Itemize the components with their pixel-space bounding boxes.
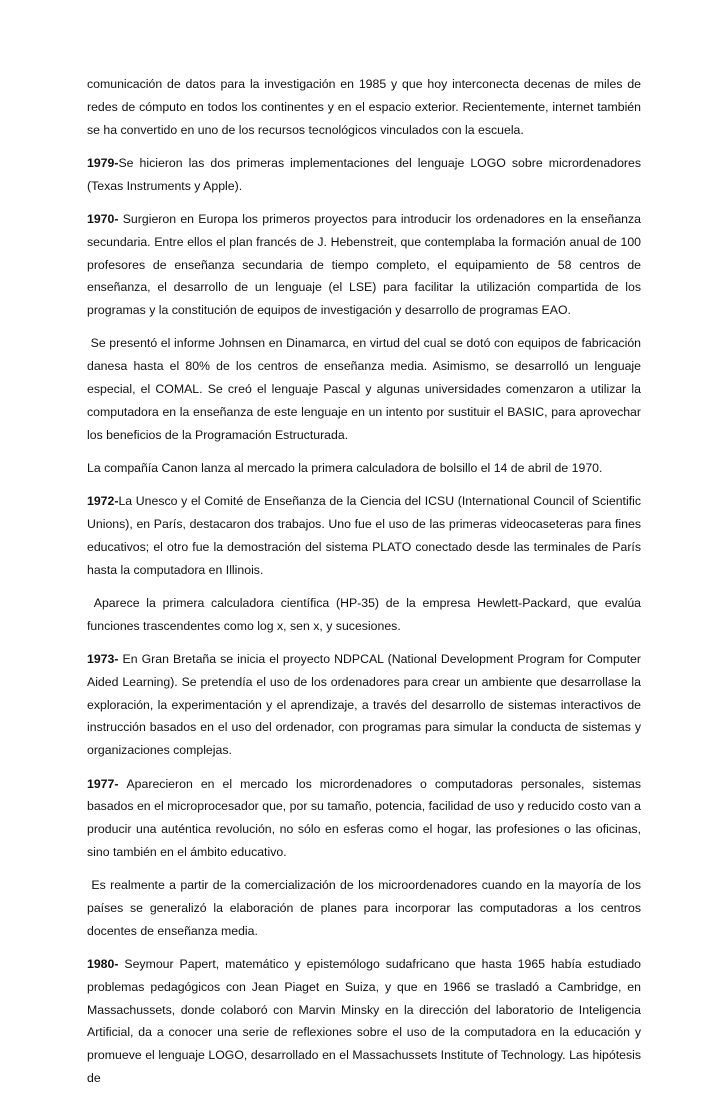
paragraph-1977 (87, 773, 641, 864)
paragraph-year: 1977- (87, 776, 127, 791)
paragraph-canon (87, 457, 641, 480)
paragraph-johnsen-report (87, 332, 641, 446)
paragraph-0 (87, 73, 641, 141)
paragraph-year: 1972- (87, 494, 119, 509)
paragraph-text: Se presentó el informe Johnsen en Dinamarca, en virtud del cual se dotó con equipos de fabricación danesa hasta el 80% de los centros de enseñanza media. Asimismo, se desarrolló un lenguaje especial, el COMAL. Se creó el lenguaje Pascal y algunas universidades comenzaron a utilizar la computadora en la enseñanza de este lenguaje en un intento por sustituir el BASIC, para aprovechar los beneficios de la Programación Estructurada. (87, 336, 641, 442)
paragraph-text: La Unesco y el Comité de Enseñanza de la Ciencia del ICSU (International Council of Scientific Unions), en París, destacaron dos trabajos. Uno fue el uso de las primeras videocaseteras para fines educativos; el otro fue la demostración del sistema PLATO conectado desde las terminales de París hasta la computadora en Illinois. (87, 494, 641, 577)
paragraph-text: Surgieron en Europa los primeros proyectos para introducir los ordenadores en la enseñanza secundaria. Entre ellos el plan francés de J. Hebenstreit, que contemplaba la formación anual de 100 profesores de enseñanza secundaria de tiempo completo, el equipamiento de 58 centros de enseñanza, el desarrollo de un lenguaje (el LSE) para facilitar la utilización compartida de los programas y la constitución de equipos de investigación y desarrollo de programas EAO. (87, 211, 641, 318)
paragraph-1972 (87, 490, 641, 581)
paragraph-text: Se hicieron las dos primeras implementaciones del lenguaje LOGO sobre micrordenadores (Texas Instruments y Apple). (87, 155, 641, 193)
paragraph-microordenadores (87, 874, 641, 942)
paragraph-text: Aparecieron en el mercado los micrordenadores o computadoras personales, sistemas basados en el microprocesador que, por su tamaño, potencia, facilidad de uso y reducido costo van a producir una auténtica revolución, no sólo en esferas como el hogar, las profesiones o las oficinas, sino también en el ámbito educativo. (87, 776, 641, 859)
paragraph-1979 (87, 152, 641, 198)
paragraph-1970 (87, 208, 641, 322)
paragraph-text: comunicación de datos para la investigación en 1985 y que hoy interconecta decenas de miles de redes de cómputo en todos los continentes y en el espacio exterior. Recientemente, internet también se ha convertido en uno de los recursos tecnológicos vinculados con la escuela. (87, 77, 641, 137)
paragraph-1973 (87, 648, 641, 762)
paragraph-year: 1970- (87, 211, 123, 226)
paragraph-year: 1980- (87, 957, 125, 972)
paragraph-hp35 (87, 592, 641, 638)
paragraph-text: En Gran Bretaña se inicia el proyecto NDPCAL (National Development Program for Computer Aided Learning). Se pretendía el uso de los ordenadores para crear un ambiente que desarrollase la exploración, la experimentación y el aprendizaje, a través del desarrollo de sistemas interactivos de instrucción basados en el uso del ordenador, con programas para simular la conducta de sistemas y organizaciones complejas. (87, 652, 641, 758)
paragraph-text: La compañía Canon lanza al mercado la primera calculadora de bolsillo el 14 de abril de 1970. (87, 460, 603, 475)
document-page (87, 73, 641, 1100)
paragraph-year: 1973- (87, 652, 123, 667)
paragraph-year: 1979- (87, 155, 119, 170)
paragraph-text: Aparece la primera calculadora científica (HP-35) de la empresa Hewlett-Packard, que evalúa funciones trascendentes como log x, sen x, y sucesiones. (87, 595, 641, 633)
paragraph-text: Es realmente a partir de la comercialización de los microordenadores cuando en la mayoría de los países se generalizó la elaboración de planes para incorporar las computadoras a los centros docentes de enseñanza media. (87, 878, 641, 938)
paragraph-text: Seymour Papert, matemático y epistemólogo sudafricano que hasta 1965 había estudiado problemas pedagógicos con Jean Piaget en Suiza, y que en 1966 se trasladó a Cambridge, en Massachussets, donde colaboró con Marvin Minsky en la dirección del laboratorio de Inteligencia Artificial, da a conocer una serie de reflexiones sobre el uso de la computadora en la educación y promueve el lenguaje LOGO, desarrollado en el Massachussets Institute of Technology. Las hipótesis de (87, 957, 642, 1086)
paragraph-1980 (87, 953, 641, 1090)
